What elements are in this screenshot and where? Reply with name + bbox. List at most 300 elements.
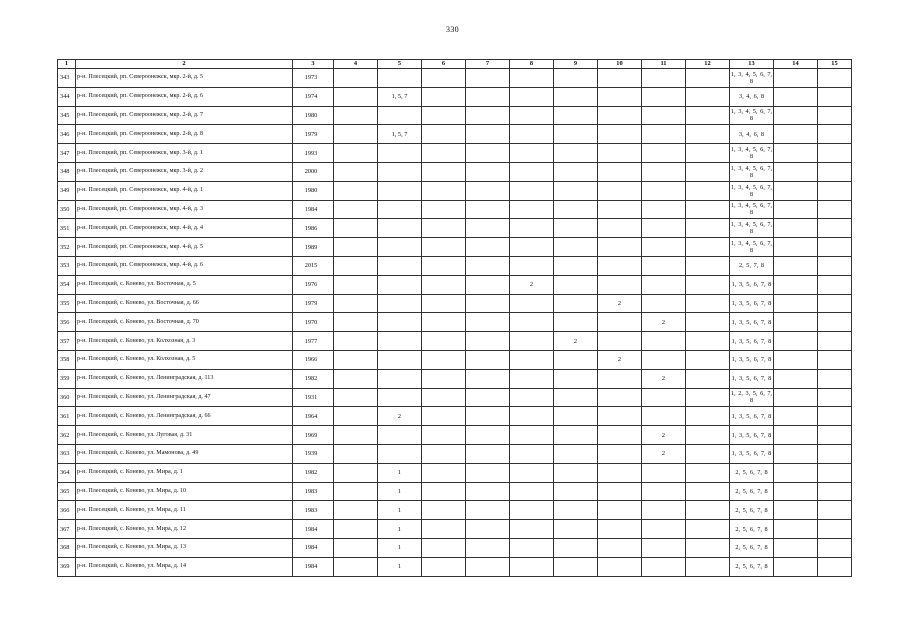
year-cell: 1982: [293, 463, 334, 482]
col-11-cell: [642, 520, 686, 539]
col-10-cell: [598, 538, 642, 557]
col-10-cell: [598, 332, 642, 351]
col-5-cell: [378, 238, 422, 257]
year-cell: 1984: [293, 557, 334, 576]
col-7-cell: [466, 144, 510, 163]
col-6-cell: [422, 162, 466, 181]
col-14-cell: [774, 144, 818, 163]
col-15-cell: [818, 106, 852, 125]
col-10-cell: [598, 482, 642, 501]
year-cell: 1986: [293, 219, 334, 238]
table-row: [58, 407, 852, 426]
table-row: [58, 200, 852, 219]
col-13-cell: 1, 3, 4, 5, 6, 7, 8: [730, 69, 774, 88]
col-14-cell: [774, 557, 818, 576]
year-cell: 1973: [293, 69, 334, 88]
col-9-cell: [554, 294, 598, 313]
col-14-cell: [774, 388, 818, 407]
column-header: 10: [598, 60, 642, 69]
col-13-cell: 2, 5, 6, 7, 8: [730, 538, 774, 557]
col-13-cell: 1, 2, 3, 5, 6, 7, 8: [730, 388, 774, 407]
row-number: 358: [58, 350, 76, 369]
row-number: 360: [58, 388, 76, 407]
col-6-cell: [422, 520, 466, 539]
col-12-cell: [686, 87, 730, 106]
col-10-cell: [598, 407, 642, 426]
row-number: 359: [58, 369, 76, 388]
col-4-cell: [334, 388, 378, 407]
address-cell: р-н. Плесецкий, с. Конево, ул. Ленинградская, д. 47: [76, 388, 293, 407]
table-row: [58, 162, 852, 181]
address-cell: р-н. Плесецкий, с. Конево, ул. Восточная, д. 66: [76, 294, 293, 313]
col-15-cell: [818, 219, 852, 238]
col-13-cell: 1, 3, 4, 5, 6, 7, 8: [730, 162, 774, 181]
table-row: [58, 520, 852, 539]
col-15-cell: [818, 463, 852, 482]
col-11-cell: [642, 106, 686, 125]
col-9-cell: [554, 69, 598, 88]
col-9-cell: [554, 200, 598, 219]
col-10-cell: [598, 463, 642, 482]
column-header: 12: [686, 60, 730, 69]
col-5-cell: 1, 5, 7: [378, 125, 422, 144]
col-7-cell: [466, 388, 510, 407]
col-7-cell: [466, 520, 510, 539]
col-9-cell: [554, 238, 598, 257]
col-5-cell: [378, 426, 422, 445]
col-14-cell: [774, 407, 818, 426]
table-row: [58, 463, 852, 482]
table-row: [58, 444, 852, 463]
col-10-cell: [598, 275, 642, 294]
page-number: 330: [446, 25, 459, 34]
col-5-cell: 1: [378, 557, 422, 576]
col-13-cell: 2, 5, 6, 7, 8: [730, 520, 774, 539]
col-15-cell: [818, 162, 852, 181]
col-6-cell: [422, 238, 466, 257]
table-row: [58, 256, 852, 275]
col-11-cell: [642, 538, 686, 557]
table-row: [58, 332, 852, 351]
col-5-cell: [378, 219, 422, 238]
year-cell: 1970: [293, 313, 334, 332]
col-12-cell: [686, 501, 730, 520]
row-number: 344: [58, 87, 76, 106]
col-6-cell: [422, 407, 466, 426]
row-number: 346: [58, 125, 76, 144]
col-8-cell: [510, 407, 554, 426]
col-9-cell: [554, 501, 598, 520]
row-number: 368: [58, 538, 76, 557]
col-15-cell: [818, 520, 852, 539]
year-cell: 1979: [293, 294, 334, 313]
col-9-cell: [554, 482, 598, 501]
col-15-cell: [818, 200, 852, 219]
col-4-cell: [334, 407, 378, 426]
col-14-cell: [774, 463, 818, 482]
year-cell: 1939: [293, 444, 334, 463]
col-14-cell: [774, 350, 818, 369]
col-4-cell: [334, 256, 378, 275]
col-5-cell: [378, 275, 422, 294]
address-cell: р-н. Плесецкий, рп. Североонежск, мкр. 4-й, д. 3: [76, 200, 293, 219]
address-cell: р-н. Плесецкий, рп. Североонежск, мкр. 4-й, д. 5: [76, 238, 293, 257]
col-8-cell: [510, 313, 554, 332]
address-cell: р-н. Плесецкий, с. Конево, ул. Колхозная, д. 3: [76, 332, 293, 351]
col-10-cell: [598, 501, 642, 520]
table-body: [58, 69, 852, 577]
col-12-cell: [686, 557, 730, 576]
col-15-cell: [818, 313, 852, 332]
col-7-cell: [466, 350, 510, 369]
col-12-cell: [686, 426, 730, 445]
col-11-cell: [642, 482, 686, 501]
col-8-cell: [510, 294, 554, 313]
col-8-cell: [510, 426, 554, 445]
col-14-cell: [774, 219, 818, 238]
col-6-cell: [422, 388, 466, 407]
col-15-cell: [818, 294, 852, 313]
col-12-cell: [686, 482, 730, 501]
col-5-cell: [378, 200, 422, 219]
col-9-cell: [554, 538, 598, 557]
col-6-cell: [422, 557, 466, 576]
col-4-cell: [334, 275, 378, 294]
col-5-cell: 2: [378, 407, 422, 426]
col-13-cell: 1, 3, 5, 6, 7, 8: [730, 294, 774, 313]
col-8-cell: [510, 181, 554, 200]
col-15-cell: [818, 444, 852, 463]
col-10-cell: [598, 256, 642, 275]
col-7-cell: [466, 275, 510, 294]
col-10-cell: [598, 69, 642, 88]
col-6-cell: [422, 501, 466, 520]
table-row: [58, 369, 852, 388]
col-7-cell: [466, 332, 510, 351]
col-6-cell: [422, 463, 466, 482]
col-10-cell: [598, 181, 642, 200]
col-5-cell: 1: [378, 520, 422, 539]
col-13-cell: 3, 4, 6, 8: [730, 87, 774, 106]
row-number: 363: [58, 444, 76, 463]
col-4-cell: [334, 350, 378, 369]
col-11-cell: [642, 256, 686, 275]
col-9-cell: [554, 162, 598, 181]
row-number: 369: [58, 557, 76, 576]
col-4-cell: [334, 162, 378, 181]
col-4-cell: [334, 538, 378, 557]
column-header: 1: [58, 60, 76, 69]
col-7-cell: [466, 106, 510, 125]
col-13-cell: 2, 5, 6, 7, 8: [730, 501, 774, 520]
address-cell: р-н. Плесецкий, рп. Североонежск, мкр. 2-й, д. 5: [76, 69, 293, 88]
row-number: 364: [58, 463, 76, 482]
col-5-cell: [378, 181, 422, 200]
col-5-cell: [378, 350, 422, 369]
col-4-cell: [334, 332, 378, 351]
col-13-cell: 2, 5, 6, 7, 8: [730, 463, 774, 482]
col-13-cell: 3, 4, 6, 8: [730, 125, 774, 144]
col-7-cell: [466, 444, 510, 463]
col-11-cell: [642, 181, 686, 200]
col-10-cell: [598, 144, 642, 163]
col-6-cell: [422, 275, 466, 294]
col-4-cell: [334, 369, 378, 388]
col-9-cell: [554, 444, 598, 463]
address-cell: р-н. Плесецкий, рп. Североонежск, мкр. 4-й, д. 4: [76, 219, 293, 238]
address-cell: р-н. Плесецкий, рп. Североонежск, мкр. 4-й, д. 6: [76, 256, 293, 275]
col-15-cell: [818, 557, 852, 576]
col-6-cell: [422, 538, 466, 557]
col-13-cell: 2, 5, 6, 7, 8: [730, 482, 774, 501]
col-14-cell: [774, 482, 818, 501]
col-15-cell: [818, 256, 852, 275]
column-header: 7: [466, 60, 510, 69]
col-4-cell: [334, 426, 378, 445]
col-15-cell: [818, 87, 852, 106]
col-7-cell: [466, 407, 510, 426]
col-8-cell: [510, 557, 554, 576]
col-6-cell: [422, 444, 466, 463]
col-13-cell: 1, 3, 4, 5, 6, 7, 8: [730, 219, 774, 238]
column-header: 8: [510, 60, 554, 69]
col-9-cell: 2: [554, 332, 598, 351]
col-9-cell: [554, 426, 598, 445]
col-14-cell: [774, 200, 818, 219]
col-6-cell: [422, 426, 466, 445]
row-number: 352: [58, 238, 76, 257]
col-5-cell: 1: [378, 501, 422, 520]
column-header: 13: [730, 60, 774, 69]
address-cell: р-н. Плесецкий, с. Конево, ул. Мамонова, д. 49: [76, 444, 293, 463]
col-14-cell: [774, 369, 818, 388]
table-row: [58, 294, 852, 313]
col-4-cell: [334, 181, 378, 200]
col-15-cell: [818, 501, 852, 520]
col-12-cell: [686, 200, 730, 219]
col-7-cell: [466, 219, 510, 238]
col-11-cell: [642, 350, 686, 369]
col-9-cell: [554, 388, 598, 407]
col-8-cell: [510, 162, 554, 181]
year-cell: 1966: [293, 350, 334, 369]
address-cell: р-н. Плесецкий, рп. Североонежск, мкр. 4-й, д. 1: [76, 181, 293, 200]
col-8-cell: [510, 87, 554, 106]
col-14-cell: [774, 426, 818, 445]
col-13-cell: 1, 3, 5, 6, 7, 8: [730, 407, 774, 426]
col-10-cell: [598, 200, 642, 219]
col-7-cell: [466, 162, 510, 181]
col-7-cell: [466, 125, 510, 144]
col-4-cell: [334, 501, 378, 520]
year-cell: 1977: [293, 332, 334, 351]
row-number: 366: [58, 501, 76, 520]
col-6-cell: [422, 313, 466, 332]
row-number: 348: [58, 162, 76, 181]
col-10-cell: [598, 313, 642, 332]
col-14-cell: [774, 125, 818, 144]
col-7-cell: [466, 482, 510, 501]
address-cell: р-н. Плесецкий, с. Конево, ул. Мира, д. 1: [76, 463, 293, 482]
col-6-cell: [422, 125, 466, 144]
col-14-cell: [774, 538, 818, 557]
col-7-cell: [466, 87, 510, 106]
table-row: [58, 219, 852, 238]
col-11-cell: [642, 144, 686, 163]
address-cell: р-н. Плесецкий, с. Конево, ул. Колхозная, д. 5: [76, 350, 293, 369]
col-5-cell: [378, 369, 422, 388]
col-11-cell: 2: [642, 426, 686, 445]
col-10-cell: 2: [598, 350, 642, 369]
col-12-cell: [686, 463, 730, 482]
col-8-cell: [510, 538, 554, 557]
col-10-cell: [598, 106, 642, 125]
col-7-cell: [466, 200, 510, 219]
col-10-cell: [598, 520, 642, 539]
year-cell: 1982: [293, 369, 334, 388]
year-cell: 1983: [293, 482, 334, 501]
column-header: 6: [422, 60, 466, 69]
col-4-cell: [334, 106, 378, 125]
address-cell: р-н. Плесецкий, рп. Североонежск, мкр. 3-й, д. 1: [76, 144, 293, 163]
col-6-cell: [422, 294, 466, 313]
col-14-cell: [774, 520, 818, 539]
col-12-cell: [686, 444, 730, 463]
col-10-cell: [598, 388, 642, 407]
col-4-cell: [334, 238, 378, 257]
year-cell: 1976: [293, 275, 334, 294]
col-7-cell: [466, 238, 510, 257]
col-7-cell: [466, 557, 510, 576]
col-6-cell: [422, 332, 466, 351]
col-4-cell: [334, 520, 378, 539]
address-cell: р-н. Плесецкий, с. Конево, ул. Мира, д. 11: [76, 501, 293, 520]
col-10-cell: 2: [598, 294, 642, 313]
col-10-cell: [598, 125, 642, 144]
column-header: 9: [554, 60, 598, 69]
col-15-cell: [818, 275, 852, 294]
col-12-cell: [686, 369, 730, 388]
col-13-cell: 1, 3, 4, 5, 6, 7, 8: [730, 106, 774, 125]
col-6-cell: [422, 181, 466, 200]
table-row: [58, 482, 852, 501]
col-5-cell: [378, 444, 422, 463]
col-15-cell: [818, 388, 852, 407]
row-number: 349: [58, 181, 76, 200]
col-5-cell: [378, 256, 422, 275]
col-13-cell: 1, 3, 5, 6, 7, 8: [730, 426, 774, 445]
col-4-cell: [334, 200, 378, 219]
column-header: 5: [378, 60, 422, 69]
row-number: 367: [58, 520, 76, 539]
col-12-cell: [686, 294, 730, 313]
col-4-cell: [334, 313, 378, 332]
address-cell: р-н. Плесецкий, с. Конево, ул. Мира, д. 13: [76, 538, 293, 557]
col-8-cell: [510, 219, 554, 238]
col-8-cell: [510, 238, 554, 257]
row-number: 350: [58, 200, 76, 219]
table-row: [58, 87, 852, 106]
col-11-cell: [642, 238, 686, 257]
address-cell: р-н. Плесецкий, с. Конево, ул. Восточная, д. 5: [76, 275, 293, 294]
col-9-cell: [554, 125, 598, 144]
col-13-cell: 1, 3, 5, 6, 7, 8: [730, 332, 774, 351]
col-8-cell: [510, 69, 554, 88]
col-14-cell: [774, 444, 818, 463]
col-13-cell: 1, 3, 5, 6, 7, 8: [730, 350, 774, 369]
col-9-cell: [554, 350, 598, 369]
column-header: 15: [818, 60, 852, 69]
col-7-cell: [466, 313, 510, 332]
col-4-cell: [334, 294, 378, 313]
col-15-cell: [818, 238, 852, 257]
col-13-cell: 2, 5, 7, 8: [730, 256, 774, 275]
col-5-cell: [378, 294, 422, 313]
year-cell: 1983: [293, 501, 334, 520]
col-15-cell: [818, 350, 852, 369]
address-cell: р-н. Плесецкий, с. Конево, ул. Мира, д. 12: [76, 520, 293, 539]
col-4-cell: [334, 125, 378, 144]
col-11-cell: [642, 407, 686, 426]
col-6-cell: [422, 200, 466, 219]
col-9-cell: [554, 219, 598, 238]
col-12-cell: [686, 407, 730, 426]
col-12-cell: [686, 238, 730, 257]
address-cell: р-н. Плесецкий, рп. Североонежск, мкр. 2-й, д. 7: [76, 106, 293, 125]
register-table: [57, 59, 852, 577]
col-8-cell: [510, 200, 554, 219]
col-4-cell: [334, 69, 378, 88]
column-header: 11: [642, 60, 686, 69]
year-cell: 1931: [293, 388, 334, 407]
table-row: [58, 388, 852, 407]
col-12-cell: [686, 162, 730, 181]
address-cell: р-н. Плесецкий, рп. Североонежск, мкр. 3-й, д. 2: [76, 162, 293, 181]
col-15-cell: [818, 144, 852, 163]
year-cell: 1980: [293, 181, 334, 200]
col-9-cell: [554, 106, 598, 125]
col-6-cell: [422, 87, 466, 106]
address-cell: р-н. Плесецкий, с. Конево, ул. Ленинградская, д. 113: [76, 369, 293, 388]
col-8-cell: [510, 444, 554, 463]
col-15-cell: [818, 181, 852, 200]
row-number: 351: [58, 219, 76, 238]
col-12-cell: [686, 332, 730, 351]
col-15-cell: [818, 69, 852, 88]
col-8-cell: [510, 463, 554, 482]
col-7-cell: [466, 294, 510, 313]
col-10-cell: [598, 557, 642, 576]
col-11-cell: [642, 87, 686, 106]
col-13-cell: 1, 3, 4, 5, 6, 7, 8: [730, 200, 774, 219]
col-13-cell: 1, 3, 4, 5, 6, 7, 8: [730, 181, 774, 200]
col-5-cell: [378, 332, 422, 351]
year-cell: 2000: [293, 162, 334, 181]
col-12-cell: [686, 219, 730, 238]
col-9-cell: [554, 557, 598, 576]
col-5-cell: [378, 162, 422, 181]
col-13-cell: 1, 3, 4, 5, 6, 7, 8: [730, 144, 774, 163]
row-number: 356: [58, 313, 76, 332]
col-13-cell: 2, 5, 6, 7, 8: [730, 557, 774, 576]
col-6-cell: [422, 482, 466, 501]
address-cell: р-н. Плесецкий, с. Конево, ул. Мира, д. 10: [76, 482, 293, 501]
table-row: [58, 238, 852, 257]
table-row: [58, 426, 852, 445]
col-11-cell: 2: [642, 444, 686, 463]
year-cell: 1993: [293, 144, 334, 163]
col-7-cell: [466, 426, 510, 445]
